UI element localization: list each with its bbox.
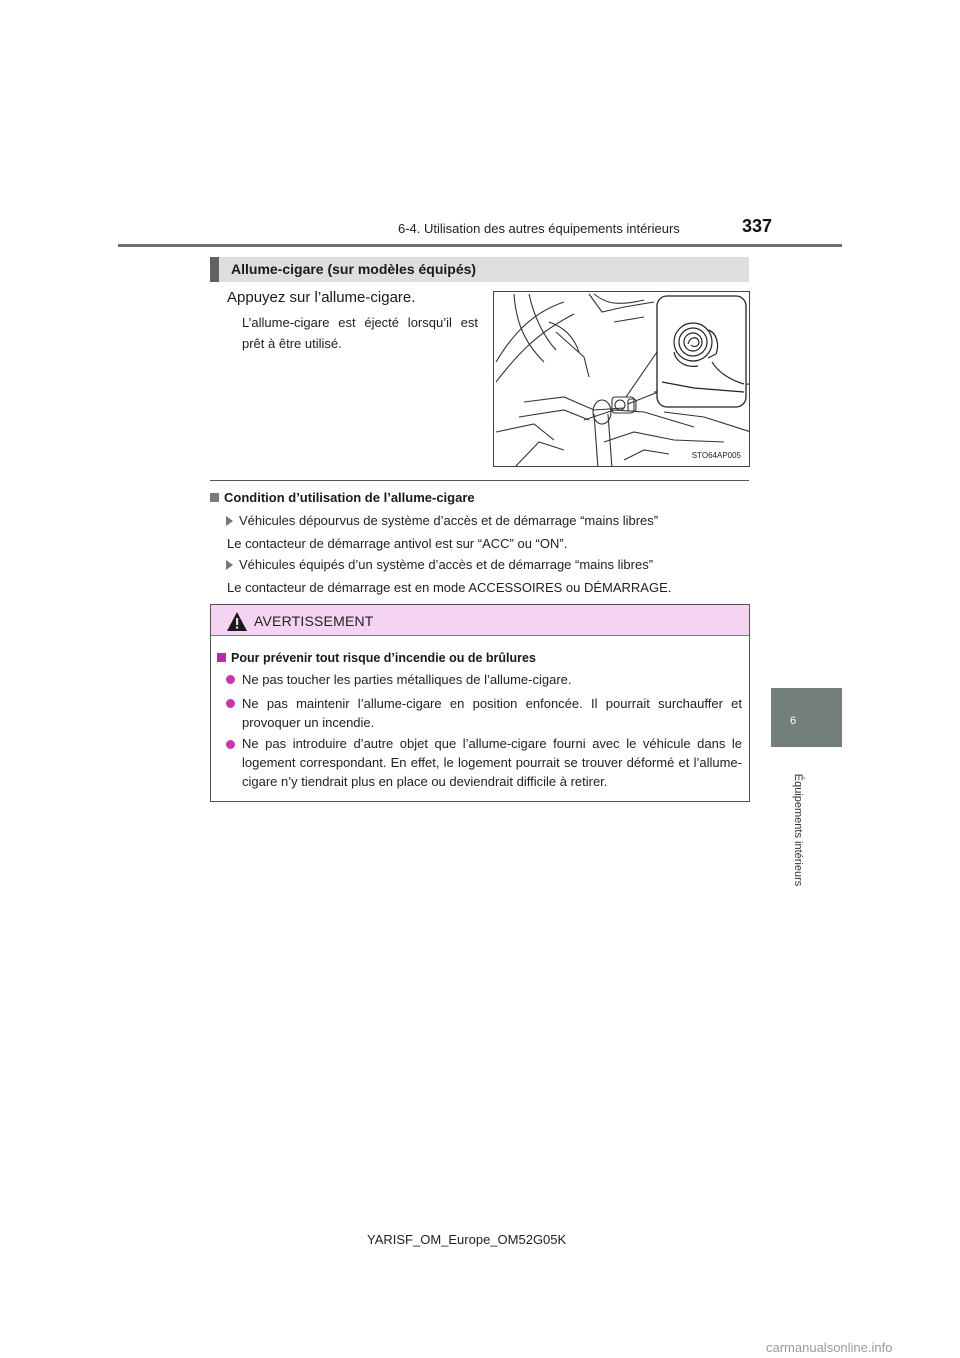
- section-title: Allume-cigare (sur modèles équipés): [210, 257, 749, 282]
- illustration-code: STO64AP005: [691, 451, 741, 460]
- bullet-dot-icon: [226, 740, 235, 749]
- header-section-title: 6-4. Utilisation des autres équipements intérieurs: [398, 221, 680, 236]
- warning-bullet-3: Ne pas introduire d’autre objet que l’allume-cigare fourni avec le véhicule dans le logement correspondant. En effet, le logement pourrait se trouver déformé et l’allume-cigare n’y tiendrait plus en place ou deviendrait difficile à retirer.: [242, 736, 742, 789]
- section-divider: [210, 480, 749, 481]
- cigarette-lighter-illustration: [493, 291, 750, 467]
- bullet-dot-icon: [226, 699, 235, 708]
- arrow-right-icon: [226, 516, 233, 526]
- bullet-dot-icon: [226, 675, 235, 684]
- condition-result-2: Le contacteur de démarrage est en mode ACCESSOIRES ou DÉMARRAGE.: [227, 580, 672, 595]
- warning-heading: [217, 651, 536, 665]
- chapter-label: Équipements intérieurs: [792, 773, 804, 887]
- arrow-right-icon: [226, 560, 233, 570]
- condition-case-2: [226, 557, 653, 572]
- warning-triangle-icon: [226, 611, 248, 632]
- warning-bullet-1: Ne pas toucher les parties métalliques de l’allume-cigare.: [242, 672, 572, 687]
- chapter-number: 6: [790, 715, 797, 727]
- warning-bullet-2: Ne pas maintenir l’allume-cigare en position enfoncée. Il pourrait surchauffer et provoquer un incendie.: [242, 696, 742, 730]
- step-instruction: Appuyez sur l’allume-cigare.: [227, 289, 416, 306]
- condition-heading: [210, 490, 475, 505]
- header-rule: [118, 244, 842, 247]
- dashboard-drawing: [494, 292, 750, 467]
- square-bullet-icon: [217, 653, 226, 662]
- square-bullet-icon: [210, 493, 219, 502]
- watermark: carmanualsonline.info: [766, 1340, 893, 1355]
- warning-title: AVERTISSEMENT: [254, 613, 374, 629]
- condition-heading-text: Condition d’utilisation de l’allume-cigare: [224, 490, 475, 505]
- page-number: 337: [742, 216, 773, 236]
- condition-case-2-text: Véhicules équipés d’un système d’accès et de démarrage “mains libres”: [239, 557, 654, 572]
- chapter-tab: [771, 688, 842, 747]
- condition-result-1: Le contacteur de démarrage antivol est sur “ACC” ou “ON”.: [227, 536, 568, 551]
- document-footer: YARISF_OM_Europe_OM52G05K: [367, 1232, 567, 1247]
- condition-case-1: [226, 513, 658, 528]
- condition-case-1-text: Véhicules dépourvus de système d’accès et de démarrage “mains libres”: [239, 513, 659, 528]
- step-note: L’allume-cigare est éjecté lorsqu’il est prêt à être utilisé.: [242, 315, 478, 351]
- warning-heading-text: Pour prévenir tout risque d’incendie ou de brûlures: [231, 651, 536, 665]
